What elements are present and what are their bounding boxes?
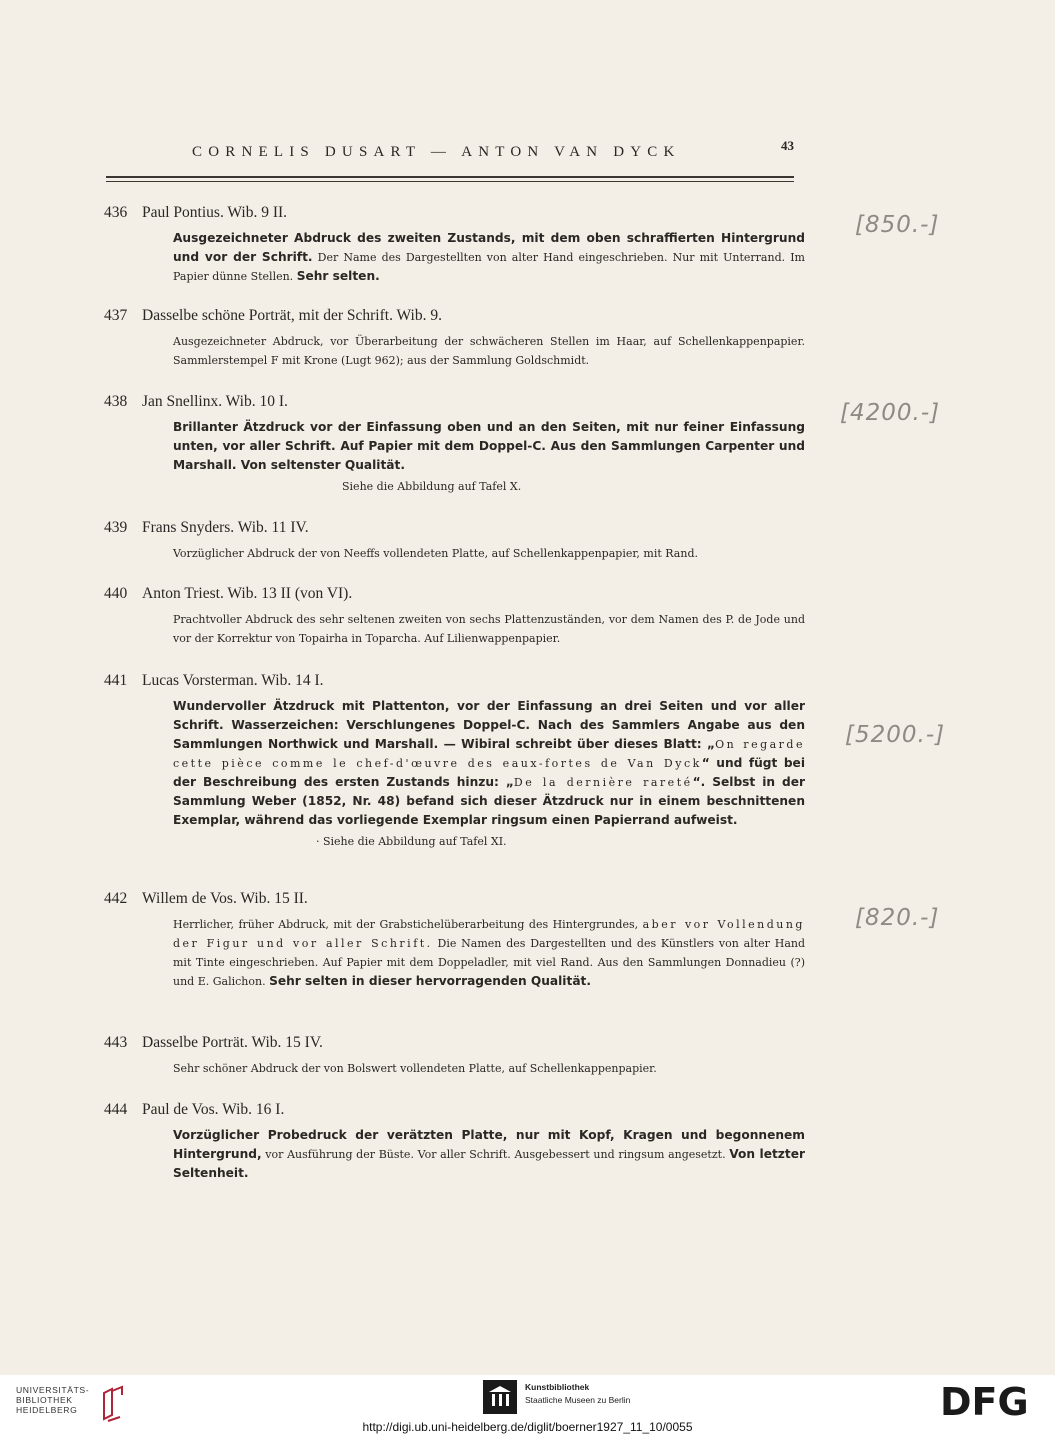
entry-title: Paul Pontius. Wib. 9 II.: [142, 204, 288, 221]
entry-description: [173, 229, 805, 286]
entry-title: Dasselbe schöne Porträt, mit der Schrift. Wib. 9.: [142, 307, 442, 324]
entry-title: Dasselbe Porträt. Wib. 15 IV.: [142, 1034, 323, 1051]
entry-number: 444: [104, 1101, 128, 1118]
entry-heading: [104, 306, 824, 326]
entry-heading: [104, 1033, 824, 1053]
ub-emblem-icon: [98, 1385, 128, 1423]
running-header: [106, 138, 796, 168]
entry-text: Ausgezeichneter Abdruck, vor Überarbeitung der schwächeren Stellen im Haar, auf Schellenkappenpapier. Sammlerstempel F mit Krone (Lugt 962); aus der Sammlung Goldschmidt.: [173, 335, 805, 367]
entry-number: 441: [104, 672, 128, 689]
entry-description: [173, 332, 805, 370]
entry-text: Prachtvoller Abdruck des sehr seltenen zweiten von sechs Plattenzuständen, vor dem Namen des P. de Jode und vor der Korrektur von Topairha in Toparcha. Auf Lilienwappenpapier.: [173, 613, 805, 645]
entry-text-bold: Von letzter Seltenheit.: [173, 1147, 805, 1180]
entry-text: vor Ausführung der Büste. Vor aller Schrift. Ausgebessert und ringsum angesetzt.: [261, 1148, 730, 1161]
entry-text: Sehr schöner Abdruck der von Bolswert vollendeten Platte, auf Schellenkappenpapier.: [173, 1062, 657, 1075]
entry-heading: [104, 518, 824, 538]
entry-text-spaced: De la dernière rareté: [513, 776, 693, 789]
entry-description: [173, 915, 805, 991]
entry-title: Frans Snyders. Wib. 11 IV.: [142, 519, 309, 536]
handwritten-price: [820.-]: [855, 905, 940, 931]
entry-number: 437: [104, 307, 128, 324]
ub-heidelberg-logo[interactable]: [16, 1385, 136, 1425]
handwritten-price: [5200.-]: [845, 722, 946, 748]
catalogue-entry-436: [104, 203, 824, 286]
entry-description: [173, 544, 805, 563]
kb-title: Kunstbibliothek: [525, 1382, 590, 1392]
museum-emblem-icon: [483, 1380, 517, 1414]
entry-text-bold: Ausgezeichneter Abdruck des zweiten Zustands, mit dem oben schraffierten Hintergrund und vor der Schrift.: [173, 231, 805, 264]
catalogue-entry-444: [104, 1100, 824, 1183]
entry-title: Paul de Vos. Wib. 16 I.: [142, 1101, 285, 1118]
entry-text-bold: “ und fügt bei der Beschreibung des ersten Zustands hinzu: „: [173, 756, 805, 789]
plate-reference: · Siehe die Abbildung auf Tafel XI.: [316, 835, 507, 848]
entry-number: 436: [104, 204, 128, 221]
entry-heading: [104, 392, 824, 412]
catalogue-entry-439: [104, 518, 824, 563]
entry-text: Vorzüglicher Abdruck der von Neeffs vollendeten Platte, auf Schellenkappenpapier, mit Rand.: [173, 547, 698, 560]
entry-title: Anton Triest. Wib. 13 II (von VI).: [142, 585, 353, 602]
handwritten-price: [4200.-]: [840, 400, 941, 426]
entry-text-bold: “. Selbst in der Sammlung Weber (1852, Nr. 48) befand sich dieser Ätzdruck nur in einem beschnittenen Exemplar, während das vorliegende Exemplar ringsum einen Papierrand aufweist.: [173, 775, 806, 827]
header-rule-thin: [106, 181, 794, 182]
entry-heading: [104, 671, 824, 691]
entry-heading: [104, 584, 824, 604]
ub-logo-text: UNIVERSITÄTS- BIBLIOTHEK HEIDELBERG: [16, 1385, 90, 1415]
header-rule-thick: [106, 176, 794, 178]
entry-title: Lucas Vorsterman. Wib. 14 I.: [142, 672, 324, 689]
entry-text-bold: Sehr selten.: [296, 269, 380, 283]
catalogue-entry-440: [104, 584, 824, 648]
dfg-logo[interactable]: [940, 1383, 1040, 1419]
entry-number: 440: [104, 585, 128, 602]
entry-text: Herrlicher, früher Abdruck, mit der Grabstichelüberarbeitung des Hintergrundes,: [173, 918, 643, 931]
permalink-url[interactable]: http://digi.ub.uni-heidelberg.de/diglit/boerner1927_11_10/0055: [362, 1420, 693, 1434]
kunstbibliothek-logo[interactable]: [483, 1380, 663, 1420]
plate-reference: Siehe die Abbildung auf Tafel X.: [342, 480, 522, 493]
catalogue-entry-437: [104, 306, 824, 370]
entry-title: Jan Snellinx. Wib. 10 I.: [142, 393, 288, 410]
entry-heading: [104, 203, 824, 223]
entry-description: [173, 418, 805, 496]
catalogue-entry-442: [104, 889, 824, 991]
entry-number: 442: [104, 890, 128, 907]
entry-title: Willem de Vos. Wib. 15 II.: [142, 890, 308, 907]
catalogue-entry-443: [104, 1033, 824, 1078]
entry-text-bold: Wundervoller Ätzdruck mit Plattenton, vor der Einfassung an drei Seiten und vor aller Schrift. Wasserzeichen: Verschlungenes Doppel-C. Nach des Sammlers Angabe aus den Sammlungen Northwick und Marshall. — Wibiral schreibt über dieses Blatt: „: [173, 699, 805, 751]
catalogue-entry-438: [104, 392, 824, 496]
dfg-logo-text: DFG: [940, 1383, 1029, 1419]
entry-description: [173, 697, 805, 851]
entry-text: Die Namen des Dargestellten und des Künstlers von alter Hand mit Tinte eingeschrieben. Auf Papier mit dem Doppeladler, mit viel Rand. Aus den Sammlungen Donnadieu (?) und E. Galichon.: [173, 937, 805, 988]
header-title: CORNELIS DUSART — ANTON VAN DYCK: [192, 144, 681, 160]
entry-heading: [104, 889, 824, 909]
entry-number: 439: [104, 519, 128, 536]
entry-description: [173, 1126, 805, 1183]
kb-subtitle: Staatliche Museen zu Berlin: [525, 1395, 631, 1405]
entry-text: Der Name des Dargestellten von alter Hand eingeschrieben. Nur mit Unterrand. Im Papier dünne Stellen.: [173, 251, 805, 283]
handwritten-price: [850.-]: [855, 212, 940, 238]
entry-text-bold: Sehr selten in dieser hervorragenden Qualität.: [269, 974, 591, 988]
entry-number: 438: [104, 393, 128, 410]
entry-description: [173, 610, 805, 648]
entry-description: [173, 1059, 805, 1078]
entry-heading: [104, 1100, 824, 1120]
entry-text-spaced: aber vor Vollendung der Figur und vor aller Schrift.: [173, 918, 805, 950]
page-number: 43: [781, 138, 794, 153]
entry-text-bold: Vorzüglicher Probedruck der verätzten Platte, nur mit Kopf, Kragen und begonnenem Hintergrund,: [173, 1128, 805, 1161]
entry-text-bold: Brillanter Ätzdruck vor der Einfassung oben und an den Seiten, mit nur feiner Einfassung unten, vor aller Schrift. Auf Papier mit dem Doppel-C. Aus den Sammlungen Carpenter und Marshall. Von seltenster Qualität.: [173, 420, 805, 472]
entry-number: 443: [104, 1034, 128, 1051]
catalogue-entry-441: [104, 671, 824, 851]
entry-text-spaced: On regarde cette pièce comme le chef-d'œuvre des eaux-fortes de Van Dyck: [173, 738, 805, 770]
